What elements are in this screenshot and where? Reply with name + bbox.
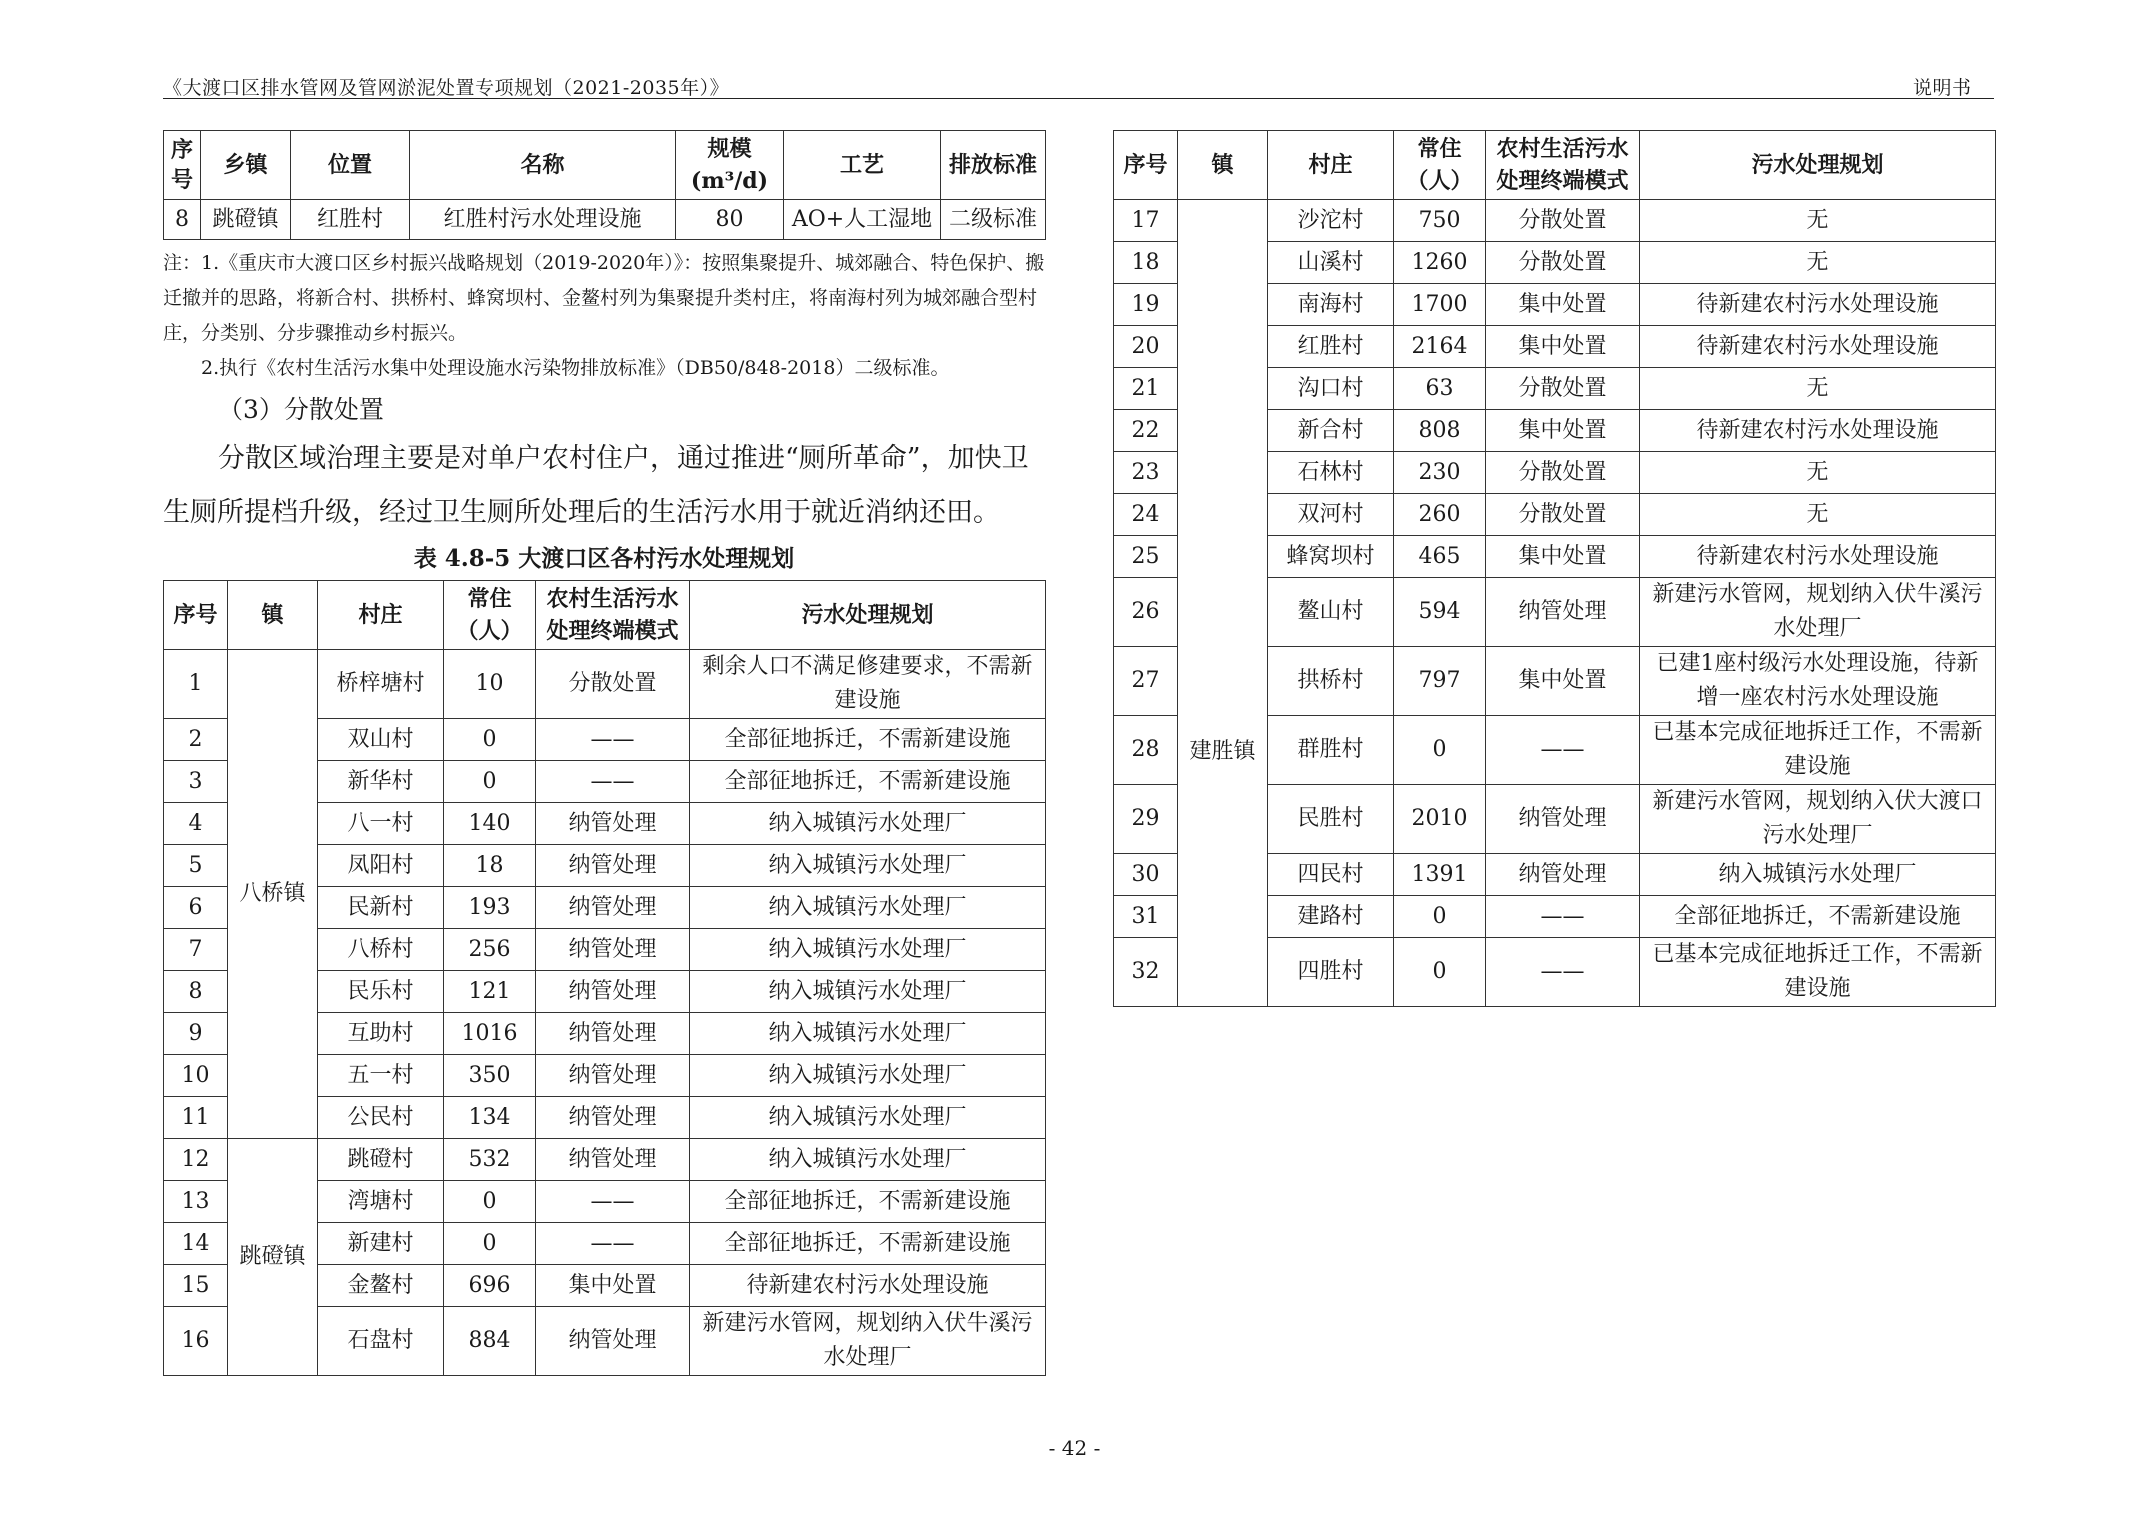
cell-mode: 集中处置 <box>1486 410 1640 452</box>
cell-number: 16 <box>164 1307 228 1376</box>
cell-mode: 分散处置 <box>1486 242 1640 284</box>
cell-mode: 集中处置 <box>1486 536 1640 578</box>
cell-plan: 待新建农村污水处理设施 <box>1640 410 1996 452</box>
cell-number: 18 <box>1114 242 1178 284</box>
cell-mode: 纳管处理 <box>536 1307 690 1376</box>
cell-mode: 纳管处理 <box>536 887 690 929</box>
cell-plan: 剩余人口不满足修建要求，不需新建设施 <box>690 650 1046 719</box>
col-header-population <box>1394 131 1486 200</box>
page-number: - 42 - <box>1048 1436 1101 1460</box>
cell-plan: 待新建农村污水处理设施 <box>1640 536 1996 578</box>
cell-village: 红胜村 <box>1268 326 1394 368</box>
cell-plan: 纳入城镇污水处理厂 <box>690 1013 1046 1055</box>
cell-village: 八桥村 <box>318 929 444 971</box>
col-header-town: 镇 <box>228 581 318 650</box>
col-header-process: 工艺 <box>784 131 941 200</box>
cell-number: 30 <box>1114 854 1178 896</box>
col-header-scale-line1: 规模 <box>707 136 752 162</box>
cell-population: 2010 <box>1394 785 1486 854</box>
cell-population: 532 <box>444 1139 536 1181</box>
cell-village: 金鳌村 <box>318 1265 444 1307</box>
table-body <box>164 650 1046 1376</box>
cell-population: 18 <box>444 845 536 887</box>
cell-plan: 全部征地拆迁，不需新建设施 <box>690 719 1046 761</box>
cell-plan: 无 <box>1640 494 1996 536</box>
table-row <box>1114 200 1996 242</box>
table-row <box>164 1139 1046 1181</box>
cell-number: 29 <box>1114 785 1178 854</box>
table-header-row <box>164 581 1046 650</box>
cell-number: 24 <box>1114 494 1178 536</box>
col-header-scale <box>676 131 784 200</box>
cell-town: 跳磴镇 <box>228 1139 318 1376</box>
cell-plan: 无 <box>1640 242 1996 284</box>
cell-population: 0 <box>1394 896 1486 938</box>
cell-number: 32 <box>1114 938 1178 1007</box>
cell-village: 石林村 <box>1268 452 1394 494</box>
document-title-header: 《大渡口区排水管网及管网淤泥处置专项规划（2021-2035年）》 <box>163 77 730 99</box>
cell-plan: 待新建农村污水处理设施 <box>1640 284 1996 326</box>
cell-population: 465 <box>1394 536 1486 578</box>
cell-number: 27 <box>1114 647 1178 716</box>
cell-village: 新华村 <box>318 761 444 803</box>
cell-population: 121 <box>444 971 536 1013</box>
cell-village: 沙沱村 <box>1268 200 1394 242</box>
col-header-village: 村庄 <box>1268 131 1394 200</box>
cell-town: 八桥镇 <box>228 650 318 1139</box>
col-header-location: 位置 <box>291 131 410 200</box>
cell-plan: 纳入城镇污水处理厂 <box>690 845 1046 887</box>
col-header-scale-line2: (m³/d) <box>690 168 769 194</box>
col-header-population-line1: 常住 <box>1417 136 1462 162</box>
cell-number: 26 <box>1114 578 1178 647</box>
cell-village: 南海村 <box>1268 284 1394 326</box>
col-header-village: 村庄 <box>318 581 444 650</box>
document-type-header: 说明书 <box>1913 77 1972 99</box>
cell-standard: 二级标准 <box>941 200 1046 240</box>
cell-population: 0 <box>444 1181 536 1223</box>
cell-plan: 新建污水管网，规划纳入伏牛溪污水处理厂 <box>690 1307 1046 1376</box>
col-header-number: 序号 <box>1114 131 1178 200</box>
paragraph-text: 分散区域治理主要是对单户农村住户，通过推进“厕所革命”，加快卫生厕所提档升级，经过卫生厕所处理后的生活污水用于就近消纳还田。 <box>163 443 1029 528</box>
col-header-number: 序号 <box>164 131 201 200</box>
cell-mode: 分散处置 <box>536 650 690 719</box>
col-header-plan: 污水处理规划 <box>1640 131 1996 200</box>
cell-village: 八一村 <box>318 803 444 845</box>
cell-population: 797 <box>1394 647 1486 716</box>
cell-population: 808 <box>1394 410 1486 452</box>
cell-mode: 集中处置 <box>536 1265 690 1307</box>
cell-mode: 分散处置 <box>1486 368 1640 410</box>
col-header-mode <box>1486 131 1640 200</box>
col-header-name: 名称 <box>410 131 676 200</box>
cell-village: 四民村 <box>1268 854 1394 896</box>
cell-number: 7 <box>164 929 228 971</box>
cell-population: 0 <box>444 1223 536 1265</box>
cell-process: AO+人工湿地 <box>784 200 941 240</box>
cell-location: 红胜村 <box>291 200 410 240</box>
cell-mode: 纳管处理 <box>536 971 690 1013</box>
cell-village: 湾塘村 <box>318 1181 444 1223</box>
cell-number: 9 <box>164 1013 228 1055</box>
cell-population: 0 <box>444 761 536 803</box>
treatment-facility-table <box>163 130 1046 240</box>
cell-number: 12 <box>164 1139 228 1181</box>
cell-number: 14 <box>164 1223 228 1265</box>
col-header-population-line2: （人） <box>1406 168 1473 194</box>
cell-number: 2 <box>164 719 228 761</box>
cell-village: 沟口村 <box>1268 368 1394 410</box>
cell-village: 双山村 <box>318 719 444 761</box>
cell-population: 696 <box>444 1265 536 1307</box>
cell-plan: 全部征地拆迁，不需新建设施 <box>690 1223 1046 1265</box>
village-sewage-table-part1 <box>163 580 1046 1376</box>
cell-number: 20 <box>1114 326 1178 368</box>
col-header-mode-line1: 农村生活污水 <box>546 586 679 612</box>
cell-mode: 分散处置 <box>1486 200 1640 242</box>
table-caption: 表 4.8-5 大渡口区各村污水处理规划 <box>413 545 795 572</box>
cell-village: 建路村 <box>1268 896 1394 938</box>
cell-village: 蜂窝坝村 <box>1268 536 1394 578</box>
cell-plan: 已基本完成征地拆迁工作，不需新建设施 <box>1640 716 1996 785</box>
cell-village: 民新村 <box>318 887 444 929</box>
cell-number: 8 <box>164 971 228 1013</box>
cell-population: 260 <box>1394 494 1486 536</box>
cell-village: 新合村 <box>1268 410 1394 452</box>
cell-village: 双河村 <box>1268 494 1394 536</box>
cell-plan: 待新建农村污水处理设施 <box>690 1265 1046 1307</box>
cell-mode: 集中处置 <box>1486 284 1640 326</box>
cell-population: 10 <box>444 650 536 719</box>
cell-number: 19 <box>1114 284 1178 326</box>
cell-village: 鳌山村 <box>1268 578 1394 647</box>
cell-population: 350 <box>444 1055 536 1097</box>
cell-village: 拱桥村 <box>1268 647 1394 716</box>
cell-population: 0 <box>1394 938 1486 1007</box>
cell-plan: 新建污水管网，规划纳入伏牛溪污水处理厂 <box>1640 578 1996 647</box>
cell-mode: 纳管处理 <box>1486 578 1640 647</box>
cell-scale: 80 <box>676 200 784 240</box>
note-1: 注：1.《重庆市大渡口区乡村振兴战略规划（2019-2020年）》：按照集聚提升、城郊融合、特色保护、搬迁撤并的思路，将新合村、拱桥村、蜂窝坝村、金鳌村列为集聚提升类村庄，将南海村列为城郊融合型村庄，分类别、分步骤推动乡村振兴。 <box>163 252 1045 344</box>
cell-population: 63 <box>1394 368 1486 410</box>
cell-number: 1 <box>164 650 228 719</box>
table-header-row <box>1114 131 1996 200</box>
cell-population: 140 <box>444 803 536 845</box>
cell-mode: —— <box>536 1223 690 1265</box>
cell-plan: 全部征地拆迁，不需新建设施 <box>690 761 1046 803</box>
col-header-mode-line2: 处理终端模式 <box>546 618 679 644</box>
cell-population: 750 <box>1394 200 1486 242</box>
cell-village: 跳磴村 <box>318 1139 444 1181</box>
col-header-number: 序号 <box>164 581 228 650</box>
table-row <box>164 200 1046 240</box>
cell-mode: —— <box>1486 896 1640 938</box>
cell-number: 23 <box>1114 452 1178 494</box>
cell-plan: 已基本完成征地拆迁工作，不需新建设施 <box>1640 938 1996 1007</box>
cell-name: 红胜村污水处理设施 <box>410 200 676 240</box>
cell-village: 民乐村 <box>318 971 444 1013</box>
col-header-mode-line1: 农村生活污水 <box>1496 136 1629 162</box>
cell-number: 8 <box>164 200 201 240</box>
cell-village: 四胜村 <box>1268 938 1394 1007</box>
cell-population: 0 <box>1394 716 1486 785</box>
cell-population: 884 <box>444 1307 536 1376</box>
cell-village: 山溪村 <box>1268 242 1394 284</box>
cell-mode: 纳管处理 <box>536 929 690 971</box>
cell-number: 11 <box>164 1097 228 1139</box>
col-header-population-line1: 常住 <box>467 586 512 612</box>
col-header-population <box>444 581 536 650</box>
cell-plan: 无 <box>1640 452 1996 494</box>
cell-plan: 纳入城镇污水处理厂 <box>690 803 1046 845</box>
cell-number: 21 <box>1114 368 1178 410</box>
cell-mode: 纳管处理 <box>1486 854 1640 896</box>
cell-village: 新建村 <box>318 1223 444 1265</box>
cell-plan: 纳入城镇污水处理厂 <box>1640 854 1996 896</box>
cell-plan: 无 <box>1640 368 1996 410</box>
cell-mode: 分散处置 <box>1486 494 1640 536</box>
cell-mode: 纳管处理 <box>536 1013 690 1055</box>
cell-mode: 分散处置 <box>1486 452 1640 494</box>
cell-number: 17 <box>1114 200 1178 242</box>
cell-population: 2164 <box>1394 326 1486 368</box>
cell-mode: 纳管处理 <box>1486 785 1640 854</box>
col-header-town: 镇 <box>1178 131 1268 200</box>
cell-mode: —— <box>536 719 690 761</box>
cell-number: 3 <box>164 761 228 803</box>
cell-number: 15 <box>164 1265 228 1307</box>
table-notes <box>163 246 1053 386</box>
cell-population: 0 <box>444 719 536 761</box>
cell-number: 10 <box>164 1055 228 1097</box>
cell-plan: 纳入城镇污水处理厂 <box>690 887 1046 929</box>
cell-number: 25 <box>1114 536 1178 578</box>
cell-plan: 全部征地拆迁，不需新建设施 <box>690 1181 1046 1223</box>
cell-mode: 纳管处理 <box>536 1139 690 1181</box>
cell-mode: 纳管处理 <box>536 1055 690 1097</box>
cell-village: 互助村 <box>318 1013 444 1055</box>
cell-village: 群胜村 <box>1268 716 1394 785</box>
cell-mode: —— <box>536 761 690 803</box>
cell-population: 1391 <box>1394 854 1486 896</box>
cell-population: 134 <box>444 1097 536 1139</box>
cell-population: 1700 <box>1394 284 1486 326</box>
cell-plan: 已建1座村级污水处理设施，待新增一座农村污水处理设施 <box>1640 647 1996 716</box>
cell-township: 跳磴镇 <box>201 200 291 240</box>
cell-plan: 纳入城镇污水处理厂 <box>690 1139 1046 1181</box>
cell-mode: 纳管处理 <box>536 803 690 845</box>
cell-plan: 新建污水管网，规划纳入伏大渡口污水处理厂 <box>1640 785 1996 854</box>
cell-number: 31 <box>1114 896 1178 938</box>
col-header-plan: 污水处理规划 <box>690 581 1046 650</box>
cell-plan: 纳入城镇污水处理厂 <box>690 1055 1046 1097</box>
col-header-population-line2: （人） <box>456 618 523 644</box>
cell-population: 193 <box>444 887 536 929</box>
cell-number: 4 <box>164 803 228 845</box>
cell-mode: 纳管处理 <box>536 845 690 887</box>
cell-number: 6 <box>164 887 228 929</box>
col-header-township: 乡镇 <box>201 131 291 200</box>
cell-mode: —— <box>536 1181 690 1223</box>
cell-number: 22 <box>1114 410 1178 452</box>
cell-plan: 纳入城镇污水处理厂 <box>690 929 1046 971</box>
cell-plan: 纳入城镇污水处理厂 <box>690 971 1046 1013</box>
col-header-standard: 排放标准 <box>941 131 1046 200</box>
cell-plan: 无 <box>1640 200 1996 242</box>
cell-village: 石盘村 <box>318 1307 444 1376</box>
cell-village: 五一村 <box>318 1055 444 1097</box>
col-header-mode <box>536 581 690 650</box>
note-2: 2.执行《农村生活污水集中处理设施水污染物排放标准》（DB50/848-2018）二级标准。 <box>201 357 950 379</box>
cell-population: 1016 <box>444 1013 536 1055</box>
cell-mode: 集中处置 <box>1486 326 1640 368</box>
section-subheading: （3）分散处置 <box>218 395 384 424</box>
cell-number: 28 <box>1114 716 1178 785</box>
cell-plan: 纳入城镇污水处理厂 <box>690 1097 1046 1139</box>
cell-population: 256 <box>444 929 536 971</box>
cell-mode: —— <box>1486 716 1640 785</box>
cell-population: 230 <box>1394 452 1486 494</box>
cell-village: 公民村 <box>318 1097 444 1139</box>
village-sewage-table-part2 <box>1113 130 1996 1007</box>
cell-village: 凤阳村 <box>318 845 444 887</box>
cell-mode: 集中处置 <box>1486 647 1640 716</box>
cell-plan: 全部征地拆迁，不需新建设施 <box>1640 896 1996 938</box>
table-row <box>164 650 1046 719</box>
cell-village: 民胜村 <box>1268 785 1394 854</box>
cell-number: 5 <box>164 845 228 887</box>
cell-town: 建胜镇 <box>1178 200 1268 1007</box>
cell-population: 1260 <box>1394 242 1486 284</box>
section-paragraph <box>163 432 1043 540</box>
cell-plan: 待新建农村污水处理设施 <box>1640 326 1996 368</box>
table-header-row <box>164 131 1046 200</box>
table-body <box>1114 200 1996 1007</box>
cell-population: 594 <box>1394 578 1486 647</box>
cell-number: 13 <box>164 1181 228 1223</box>
cell-mode: 纳管处理 <box>536 1097 690 1139</box>
cell-village: 桥梓塘村 <box>318 650 444 719</box>
cell-mode: —— <box>1486 938 1640 1007</box>
header-rule <box>163 98 1994 99</box>
col-header-mode-line2: 处理终端模式 <box>1496 168 1629 194</box>
